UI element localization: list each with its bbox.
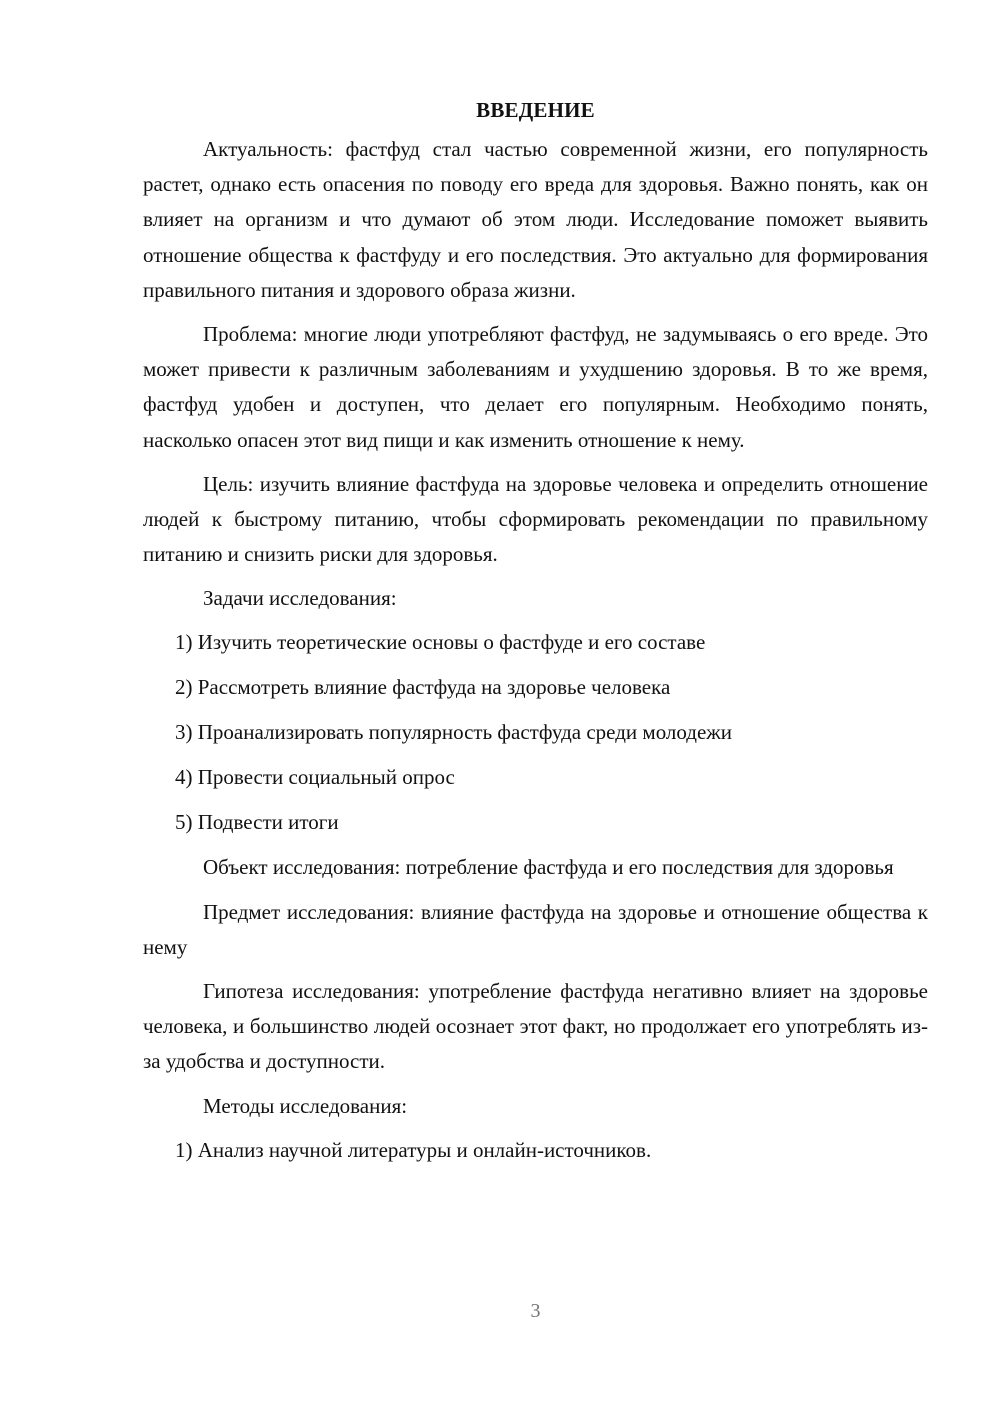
tasks-heading: Задачи исследования: bbox=[203, 586, 397, 611]
hypothesis-paragraph: Гипотеза исследования: употребление фастфуда негативно влияет на здоровье человека, и большинство людей осознает этот факт, но продолжает его употреблять из-за удобства и доступности. bbox=[143, 979, 928, 1074]
list-item: 4) Провести социальный опрос bbox=[175, 765, 455, 790]
goal-paragraph: Цель: изучить влияние фастфуда на здоровье человека и определить отношение людей к быстрому питанию, чтобы сформировать рекомендации по правильному питанию и снизить риски для здоровья. bbox=[143, 471, 928, 567]
list-item: 3) Проанализировать популярность фастфуда среди молодежи bbox=[175, 720, 733, 745]
list-item: 1) Анализ научной литературы и онлайн-источников. bbox=[175, 1137, 652, 1162]
methods-heading: Методы исследования: bbox=[203, 1093, 408, 1118]
list-item: 1) Изучить теоретические основы о фастфуде и его составе bbox=[175, 630, 706, 655]
page-number: 3 bbox=[530, 1300, 541, 1322]
methods-list bbox=[143, 1133, 928, 1168]
list-item: 2) Рассмотреть влияние фастфуда на здоровье человека bbox=[175, 675, 671, 700]
subject-paragraph: Предмет исследования: влияние фастфуда на здоровье и отношение общества к нему bbox=[143, 899, 928, 959]
tasks-list bbox=[143, 625, 928, 840]
problem-paragraph: Проблема: многие люди употребляют фастфуд, не задумываясь о его вреде. Это может привести к различным заболеваниям и ухудшению здоровья. В то же время, фастфуд удобен и доступен, что делает его популярным. Необходимо понять, насколько опасен этот вид пищи и как изменить отношение к нему. bbox=[143, 322, 928, 452]
list-item: 5) Подвести итоги bbox=[175, 810, 339, 835]
page-title: ВВЕДЕНИЕ bbox=[476, 98, 595, 122]
object-paragraph: Объект исследования: потребление фастфуда и его последствия для здоровья bbox=[203, 855, 894, 880]
relevance-paragraph: Актуальность: фастфуд стал частью современной жизни, его популярность растет, однако есть опасения по поводу его вреда для здоровья. Важно понять, как он влияет на организм и что думают об этом люди. Исследование поможет выявить отношение общества к фастфуду и его последствия. Это актуально для формирования правильного питания и здорового образа жизни. bbox=[143, 137, 928, 302]
document-page bbox=[143, 92, 928, 1178]
